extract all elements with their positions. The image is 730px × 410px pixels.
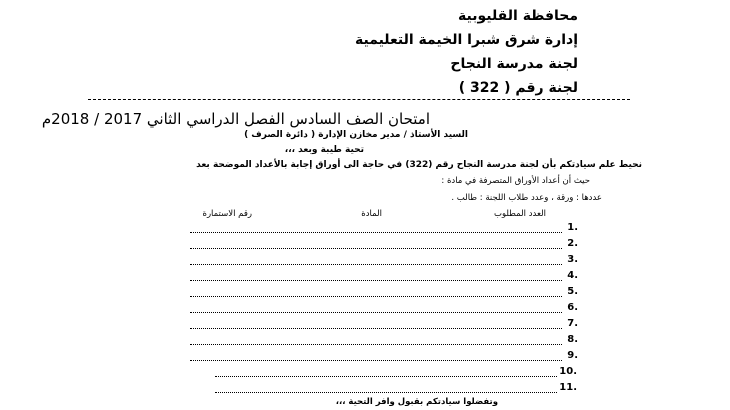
count-line: عددها : ورقة ، وعدد طلاب اللجنة : طالب . [451,193,602,203]
table-row [190,254,578,268]
dotted-fill [190,296,562,297]
col-header-required: العدد المطلوب [493,209,546,219]
row-number: 1. [567,222,578,233]
table-row [190,302,578,316]
issued-sheets-line: حيث أن أعداد الأوراق المتصرفة في مادة : [441,176,590,186]
row-number: 5. [567,286,578,297]
header-committee-number: لجنة رقم ( 322 ) [458,80,578,96]
header-governorate: محافظة القليوبية [458,8,578,24]
dotted-fill [215,392,557,393]
closing-line: وتفضلوا سيادتكم بقبول وافر التحية ،،، [335,397,498,407]
dotted-fill [190,248,562,249]
dotted-fill [190,232,562,233]
table-row [190,238,578,252]
col-header-form-number: رقم الاستمارة [202,209,252,219]
row-number: 6. [567,302,578,313]
row-number: 4. [567,270,578,281]
table-row [190,270,578,284]
row-number: 8. [567,334,578,345]
row-number: 9. [567,350,578,361]
exam-title: امتحان الصف السادس الفصل الدراسي الثاني 2017 / 2018م [41,110,430,128]
dotted-fill [190,344,562,345]
row-number: 11. [559,382,577,393]
table-row [190,318,578,332]
table-row [215,382,577,396]
dotted-fill [190,360,562,361]
separator-line [88,99,630,100]
greeting-line: تحية طيبة وبعد ،،، [284,145,364,155]
table-row [215,366,577,380]
dotted-fill [215,376,557,377]
dotted-fill [190,264,562,265]
table-row [190,334,578,348]
request-body: نحيط علم سيادتكم بأن لجنة مدرسة النجاح رقم (322) في حاجة الى أوراق إجابة بالأعداد الموضحة بعد [196,160,642,170]
header-school-committee: لجنة مدرسة النجاح [450,56,578,72]
row-number: 7. [567,318,578,329]
dotted-fill [190,280,562,281]
dotted-fill [190,328,562,329]
table-row [190,286,578,300]
header-administration: إدارة شرق شبرا الخيمة التعليمية [354,32,578,48]
row-number: 10. [559,366,577,377]
row-number: 2. [567,238,578,249]
col-header-subject: المادة [361,209,382,219]
row-number: 3. [567,254,578,265]
table-row [190,350,578,364]
dotted-fill [190,312,562,313]
addressee-line: السيد الأستاذ / مدير مخازن الإدارة ( دائرة الصرف ) [244,130,468,140]
table-row [190,222,578,236]
